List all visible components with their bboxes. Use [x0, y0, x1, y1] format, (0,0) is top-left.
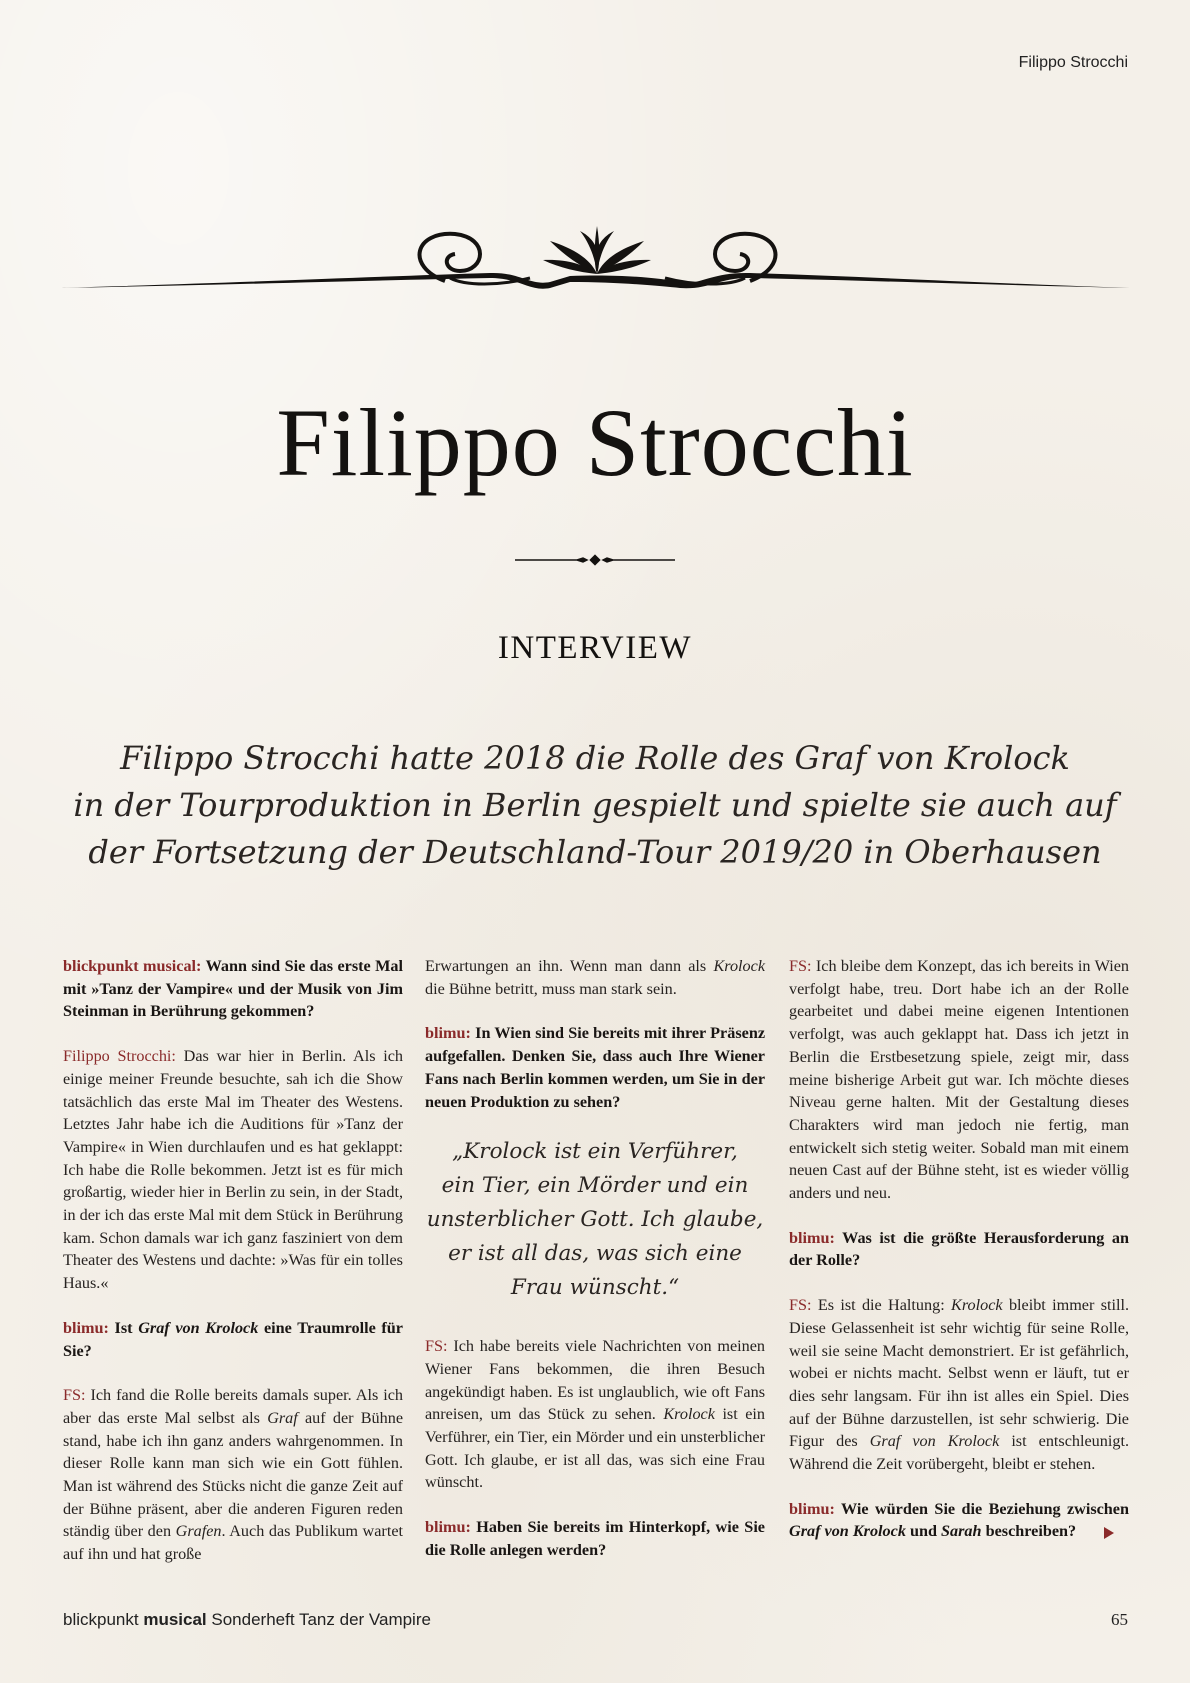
- lead-line: der Fortsetzung der Deutschland-Tour 2019/20 in Oberhausen: [88, 833, 1102, 871]
- speaker-label: blimu:: [425, 1024, 471, 1043]
- pull-quote-line: „Krolock ist ein Verführer,: [452, 1139, 738, 1165]
- role-name: Krolock: [713, 957, 766, 975]
- article-title: Filippo Strocchi: [276, 389, 914, 496]
- answer-text: ist entschleunigt. Während die Zeit vorübergeht, bleibt er stehen.: [789, 1432, 1129, 1474]
- question-text: Haben Sie bereits im Hinterkopf, wie Sie die Rolle anlegen werden?: [425, 1518, 765, 1559]
- footer-brand: blickpunkt: [63, 1610, 139, 1629]
- answer: [425, 1335, 765, 1494]
- answer-continued: [425, 955, 765, 1000]
- answer: [63, 1384, 403, 1566]
- text-column-2: [425, 955, 765, 1584]
- answer-text: auf der Bühne stand, habe ich ihn ganz anders wahrgenommen. In dieser Rolle kann man sich wie ein Gott fühlen. Man ist während des Stücks nicht die ganze Zeit auf der Bühne präsent, aber die anderen Figuren reden ständig über den: [63, 1408, 404, 1541]
- role-name: Sarah: [941, 1522, 982, 1541]
- speaker-label: FS:: [63, 1386, 86, 1405]
- speaker-label: blimu:: [63, 1318, 109, 1337]
- question-text: eine Traumrolle für Sie?: [63, 1318, 403, 1360]
- question-text: Ist: [114, 1318, 133, 1337]
- speaker-label: blimu:: [789, 1228, 835, 1247]
- speaker-label: Filippo Strocchi:: [63, 1047, 176, 1066]
- role-name: Graf: [267, 1408, 298, 1427]
- question: [63, 1317, 403, 1362]
- question-text: und: [909, 1522, 937, 1541]
- speaker-label: FS:: [789, 957, 812, 975]
- text-column-3: [789, 955, 1129, 1565]
- question: [425, 1516, 765, 1561]
- question: [789, 1227, 1129, 1272]
- lead-line: in der Tourproduktion in Berlin gespielt und spielte sie auch auf: [73, 786, 1117, 824]
- lead-paragraph: [60, 735, 1130, 876]
- answer-text: . Auch das Publikum wartet auf ihn und hat große: [63, 1522, 404, 1564]
- answer: [789, 1294, 1129, 1476]
- question: [425, 1022, 765, 1113]
- speaker-label: FS:: [789, 1296, 812, 1315]
- role-name: Graf von Krolock: [138, 1318, 259, 1337]
- role-name: Krolock: [951, 1296, 1003, 1315]
- triangle-right-icon: [1104, 1527, 1114, 1539]
- page-number: 65: [1111, 1610, 1128, 1629]
- speaker-label: blimu:: [789, 1499, 835, 1518]
- section-label: INTERVIEW: [497, 630, 693, 666]
- question-text: Was ist die größte Herausforderung an der Rolle?: [789, 1228, 1129, 1270]
- answer-text: Erwartungen an ihn. Wenn man dann als: [425, 957, 707, 975]
- footer-issue: Sonderheft Tanz der Vampire: [211, 1610, 431, 1629]
- answer-text: Das war hier in Berlin. Als ich einige meiner Freunde besuchte, sah ich die Show tatsächlich das erste Mal im Theater des Westens. Letztes Jahr habe ich die Auditions für »Tanz der Vampire« in Wien durchlaufen und es hat geklappt: Ich habe die Rolle bekommen. Jetzt ist es für mich großartig, wieder hier in Berlin zu sein, in der Stadt, in der ich das erste Mal mit dem Stück in Berührung kam. Schon damals war ich ganz fasziniert von dem Theater des Westens und dachte: »Was für ein tolles Haus.«: [63, 1047, 404, 1293]
- lead-line: Filippo Strocchi hatte 2018 die Rolle des Graf von Krolock: [120, 739, 1070, 777]
- footer-brand-bold: musical: [143, 1610, 207, 1629]
- question-text: beschreiben?: [985, 1522, 1077, 1541]
- question-text: In Wien sind Sie bereits mit ihrer Präsenz aufgefallen. Denken Sie, dass auch Ihre Wiener Fans nach Berlin kommen werden, um Sie in der neuen Produktion zu sehen?: [425, 1024, 766, 1111]
- speaker-label: FS:: [425, 1337, 448, 1356]
- pull-quote: [425, 1135, 765, 1305]
- answer: [789, 955, 1129, 1205]
- small-divider-icon: [515, 550, 675, 570]
- text-column-1: [63, 955, 403, 1588]
- role-name: Grafen: [175, 1522, 222, 1541]
- question: [63, 955, 403, 1023]
- pull-quote-line: er ist all das, was sich eine: [448, 1241, 742, 1267]
- answer-text: die Bühne betritt, muss man stark sein.: [425, 979, 677, 998]
- role-name: Graf von Krolock: [789, 1522, 906, 1541]
- answer-text: bleibt immer still. Diese Gelassenheit ist sehr wichtig für seine Rolle, weil sie seine Macht demonstriert. Er ist gefährlich, wobei er nichts macht. Selbst wenn er läuft, tut er dies sehr langsam. Für ihn ist alles ein Spiel. Dies auf der Bühne darzustellen, ist sehr schwierig. Die Figur des: [789, 1296, 1130, 1451]
- answer-text: Es ist die Haltung:: [817, 1296, 945, 1315]
- role-name: Krolock: [663, 1405, 715, 1424]
- pull-quote-line: unsterblicher Gott. Ich glaube,: [426, 1207, 764, 1233]
- role-name: Graf von Krolock: [869, 1432, 1000, 1451]
- running-header: Filippo Strocchi: [1018, 54, 1128, 71]
- question-text: Wie würden Sie die Beziehung zwischen: [841, 1499, 1129, 1518]
- footer-publication: [63, 1610, 431, 1630]
- flourish-divider-icon: [60, 226, 1130, 336]
- answer-text: ist ein Verführer, ein Tier, ein Mörder und ein unsterblicher Gott. Ich glaube, er ist all das, was sich eine Frau wünscht.: [425, 1405, 766, 1492]
- pull-quote-line: ein Tier, ein Mörder und ein: [441, 1173, 749, 1199]
- pull-quote-line: Frau wünscht.“: [510, 1275, 680, 1301]
- question: [789, 1498, 1129, 1543]
- speaker-label: blimu:: [425, 1518, 471, 1537]
- answer-text: Ich habe bereits viele Nachrichten von meinen Wiener Fans bekommen, die ihren Besuch angekündigt haben. Es ist unglaublich, wie oft Fans anreisen, um das Stück zu sehen.: [425, 1337, 766, 1424]
- speaker-label: blickpunkt musical:: [63, 957, 202, 975]
- answer-text: Ich bleibe dem Konzept, das ich bereits in Wien verfolgt habe, treu. Dort habe ich an der Rolle gearbeitet und dabei meine eigenen Intentionen verfolgt, was auch geklappt hat. Dass ich jetzt in Berlin die Erstbesetzung spiele, zeigt mir, dass meine bisherige Arbeit gut war. Ich möchte dieses Niveau gerne halten. Mit der Gestaltung dieses Charakters wird man jedoch nie fertig, man entwickelt sich stetig weiter. Sobald man mit einem neuen Cast auf der Bühne steht, ist es wieder völlig anders und neu.: [789, 957, 1130, 1203]
- answer-text: Ich fand die Rolle bereits damals super. Als ich aber das erste Mal selbst als: [63, 1386, 403, 1427]
- answer: [63, 1045, 403, 1295]
- question-text: Wann sind Sie das erste Mal mit »Tanz der Vampire« und der Musik von Jim Steinman in Berührung gekommen?: [63, 957, 403, 1021]
